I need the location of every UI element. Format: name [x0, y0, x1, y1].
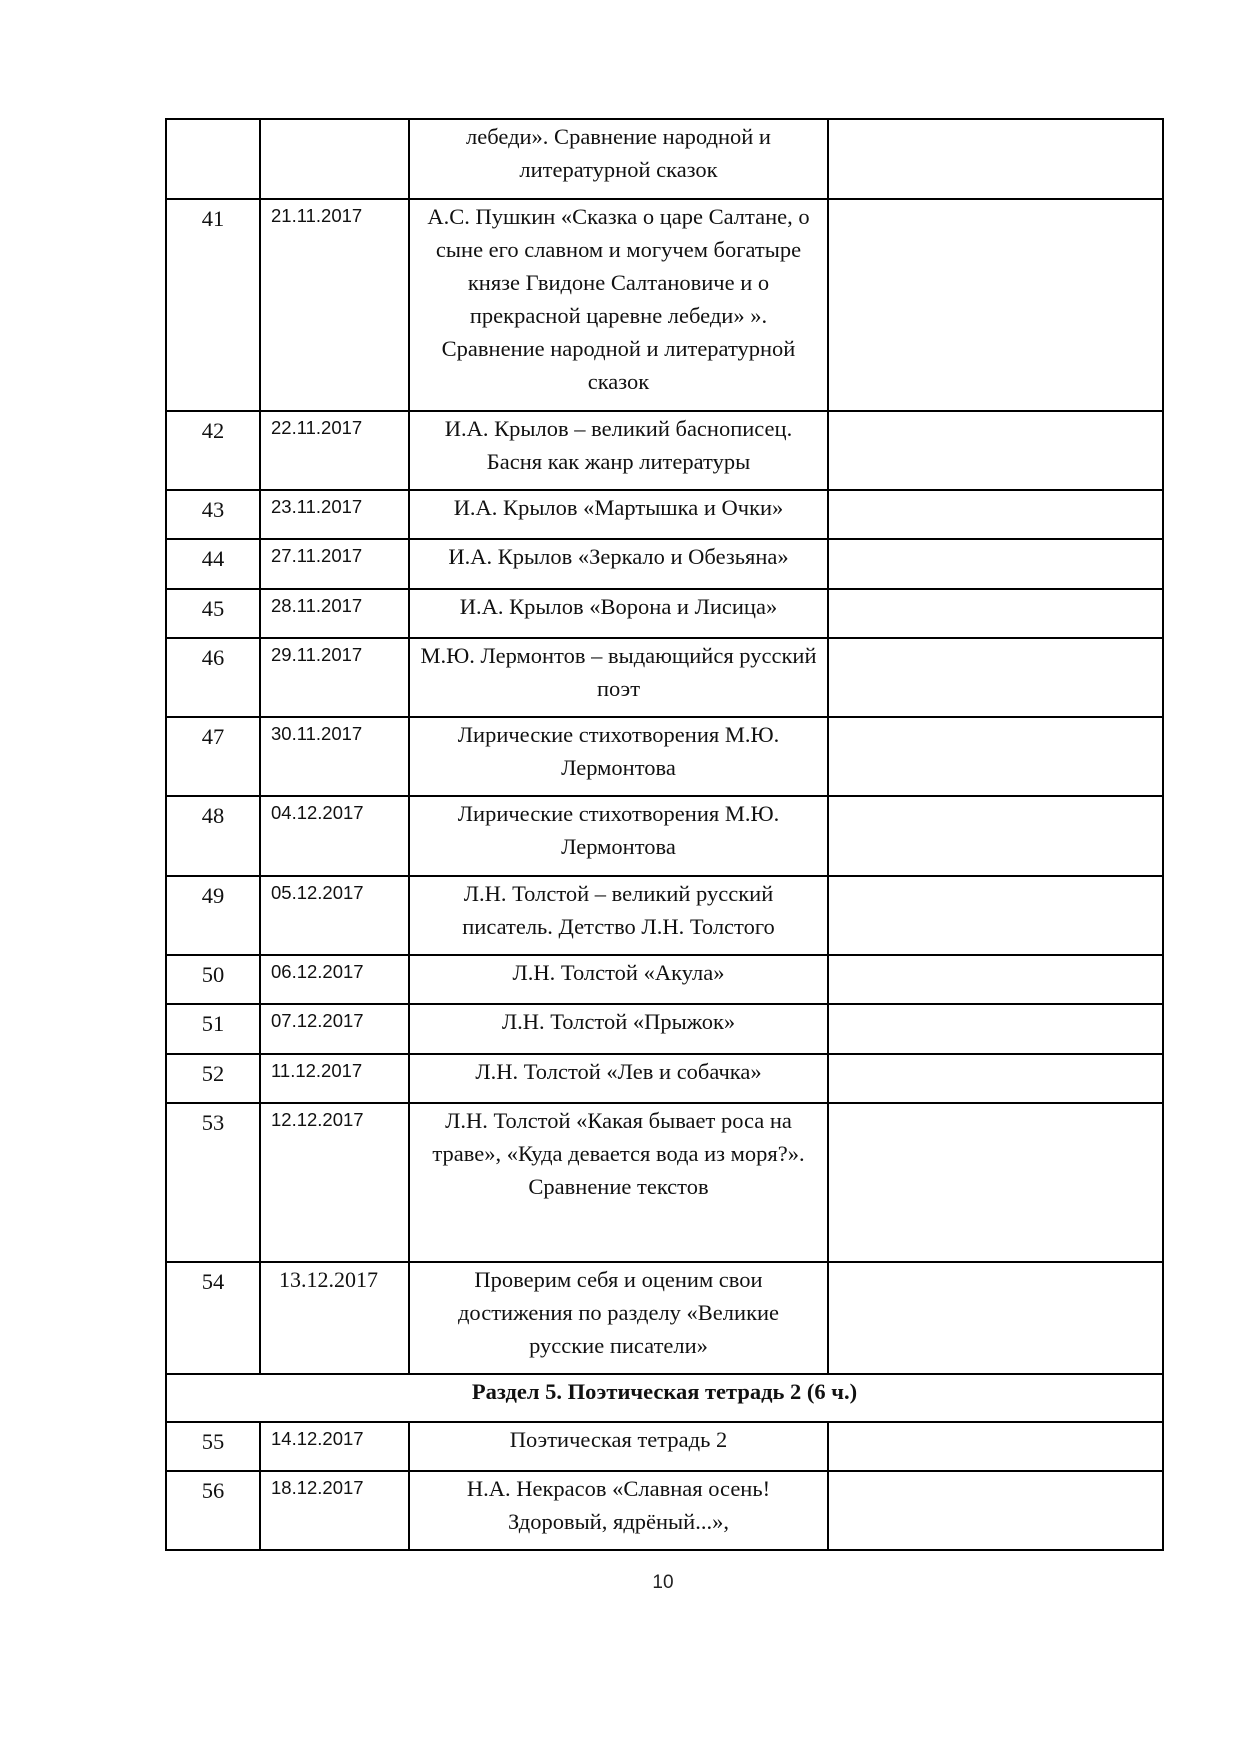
lesson-number: 54 [166, 1262, 260, 1374]
lesson-topic: Л.Н. Толстой – великий русский писатель. Детство Л.Н. Толстого [409, 876, 828, 955]
lesson-date: 07.12.2017 [260, 1004, 409, 1054]
lesson-topic: Лирические стихотворения М.Ю. Лермонтова [409, 796, 828, 876]
lesson-number: 42 [166, 411, 260, 490]
lesson-notes [828, 876, 1163, 955]
table-row [166, 199, 1163, 411]
table-row [166, 1004, 1163, 1054]
table-row [166, 490, 1163, 539]
lesson-topic: И.А. Крылов – великий баснописец. Басня как жанр литературы [409, 411, 828, 490]
lesson-date: 21.11.2017 [260, 199, 409, 411]
lesson-topic: лебеди». Сравнение народной и литературной сказок [409, 119, 828, 199]
lesson-notes [828, 589, 1163, 638]
lesson-number: 48 [166, 796, 260, 876]
lesson-notes [828, 717, 1163, 796]
lesson-number: 45 [166, 589, 260, 638]
lesson-notes [828, 955, 1163, 1004]
lesson-number [166, 119, 260, 199]
table-row [166, 1422, 1163, 1471]
lesson-notes [828, 119, 1163, 199]
lesson-number: 51 [166, 1004, 260, 1054]
table-row [166, 876, 1163, 955]
lesson-number: 50 [166, 955, 260, 1004]
lesson-date: 05.12.2017 [260, 876, 409, 955]
lesson-notes [828, 1422, 1163, 1471]
section-row [166, 1374, 1163, 1422]
lesson-notes [828, 796, 1163, 876]
lesson-topic: И.А. Крылов «Ворона и Лисица» [409, 589, 828, 638]
table-row [166, 539, 1163, 589]
lesson-notes [828, 199, 1163, 411]
lesson-number: 47 [166, 717, 260, 796]
table-row [166, 955, 1163, 1004]
table-row [166, 589, 1163, 638]
lesson-plan-table [165, 118, 1164, 1551]
lesson-number: 49 [166, 876, 260, 955]
lesson-date: 18.12.2017 [260, 1471, 409, 1550]
lesson-topic: Н.А. Некрасов «Славная осень! Здоровый, ядрёный...», [409, 1471, 828, 1550]
lesson-notes [828, 1004, 1163, 1054]
lesson-number: 44 [166, 539, 260, 589]
lesson-topic: Л.Н. Толстой «Лев и собачка» [409, 1054, 828, 1103]
lesson-date [260, 119, 409, 199]
table-row [166, 1471, 1163, 1550]
lesson-date: 28.11.2017 [260, 589, 409, 638]
lesson-notes [828, 1054, 1163, 1103]
lesson-date: 12.12.2017 [260, 1103, 409, 1262]
lesson-topic: Л.Н. Толстой «Акула» [409, 955, 828, 1004]
table-row [166, 119, 1163, 199]
lesson-number: 52 [166, 1054, 260, 1103]
lesson-notes [828, 638, 1163, 717]
section-heading: Раздел 5. Поэтическая тетрадь 2 (6 ч.) [166, 1374, 1163, 1422]
lesson-topic: М.Ю. Лермонтов – выдающийся русский поэт [409, 638, 828, 717]
lesson-date: 30.11.2017 [260, 717, 409, 796]
table-row [166, 1103, 1163, 1262]
lesson-number: 46 [166, 638, 260, 717]
lesson-notes [828, 539, 1163, 589]
table-row [166, 1054, 1163, 1103]
page-number: 10 [652, 1572, 674, 1593]
lesson-number: 53 [166, 1103, 260, 1262]
lesson-number: 41 [166, 199, 260, 411]
lesson-notes [828, 1471, 1163, 1550]
table-row [166, 638, 1163, 717]
lesson-topic: И.А. Крылов «Мартышка и Очки» [409, 490, 828, 539]
lesson-topic: Л.Н. Толстой «Прыжок» [409, 1004, 828, 1054]
lesson-notes [828, 490, 1163, 539]
lesson-notes [828, 1103, 1163, 1262]
lesson-date: 14.12.2017 [260, 1422, 409, 1471]
lesson-number: 43 [166, 490, 260, 539]
lesson-topic: И.А. Крылов «Зеркало и Обезьяна» [409, 539, 828, 589]
lesson-topic: Поэтическая тетрадь 2 [409, 1422, 828, 1471]
lesson-topic: А.С. Пушкин «Сказка о царе Салтане, о сыне его славном и могучем богатыре князе Гвидоне Салтановиче и о прекрасной царевне лебеди» ». Сравнение народной и литературной сказок [409, 199, 828, 411]
lesson-notes [828, 1262, 1163, 1374]
table-row [166, 411, 1163, 490]
lesson-number: 55 [166, 1422, 260, 1471]
lesson-number: 56 [166, 1471, 260, 1550]
table-row [166, 717, 1163, 796]
lesson-date: 27.11.2017 [260, 539, 409, 589]
lesson-date: 11.12.2017 [260, 1054, 409, 1103]
lesson-date: 29.11.2017 [260, 638, 409, 717]
lesson-topic: Лирические стихотворения М.Ю. Лермонтова [409, 717, 828, 796]
lesson-date: 22.11.2017 [260, 411, 409, 490]
table-row [166, 1262, 1163, 1374]
lesson-topic: Л.Н. Толстой «Какая бывает роса на траве», «Куда девается вода из моря?». Сравнение текстов [409, 1103, 828, 1262]
lesson-date: 13.12.2017 [260, 1262, 409, 1374]
lesson-date: 04.12.2017 [260, 796, 409, 876]
table-row [166, 796, 1163, 876]
lesson-date: 23.11.2017 [260, 490, 409, 539]
lesson-topic: Проверим себя и оценим свои достижения по разделу «Великие русские писатели» [409, 1262, 828, 1374]
lesson-date: 06.12.2017 [260, 955, 409, 1004]
lesson-notes [828, 411, 1163, 490]
